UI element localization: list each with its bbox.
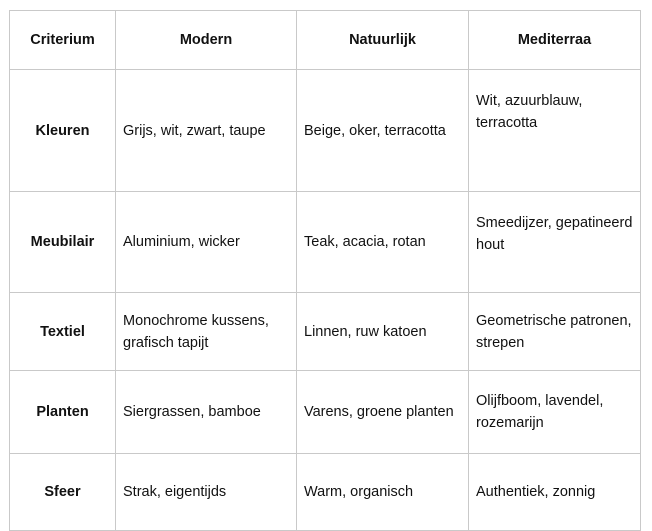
table-header-row <box>10 11 641 70</box>
cell-mediterraan: Authentiek, zonnig <box>469 454 641 531</box>
cell-modern: Monochrome kussens, grafisch tapijt <box>116 293 297 371</box>
cell-mediterraan: Geometrische patronen, strepen <box>469 293 641 371</box>
header-modern: Modern <box>116 11 297 70</box>
cell-natuurlijk: Warm, organisch <box>297 454 469 531</box>
header-mediterraan: Mediterraa <box>469 11 641 70</box>
comparison-table <box>9 10 641 531</box>
cell-mediterraan: Olijfboom, lavendel, rozemarijn <box>469 371 641 454</box>
cell-modern: Strak, eigentijds <box>116 454 297 531</box>
cell-natuurlijk: Teak, acacia, rotan <box>297 192 469 293</box>
row-label: Sfeer <box>10 454 116 531</box>
cell-natuurlijk: Varens, groene planten <box>297 371 469 454</box>
cell-modern: Grijs, wit, zwart, taupe <box>116 70 297 192</box>
header-criterium: Criterium <box>10 11 116 70</box>
table-row <box>10 70 641 192</box>
cell-natuurlijk: Linnen, ruw katoen <box>297 293 469 371</box>
cell-modern: Siergrassen, bamboe <box>116 371 297 454</box>
cell-mediterraan: Wit, azuurblauw, terracotta <box>469 70 641 192</box>
table-row <box>10 454 641 531</box>
table-row <box>10 371 641 454</box>
row-label: Planten <box>10 371 116 454</box>
table-row <box>10 192 641 293</box>
row-label: Meubilair <box>10 192 116 293</box>
cell-modern: Aluminium, wicker <box>116 192 297 293</box>
cell-mediterraan: Smeedijzer, gepatineerd hout <box>469 192 641 293</box>
row-label: Kleuren <box>10 70 116 192</box>
table-row <box>10 293 641 371</box>
row-label: Textiel <box>10 293 116 371</box>
header-natuurlijk: Natuurlijk <box>297 11 469 70</box>
cell-natuurlijk: Beige, oker, terracotta <box>297 70 469 192</box>
